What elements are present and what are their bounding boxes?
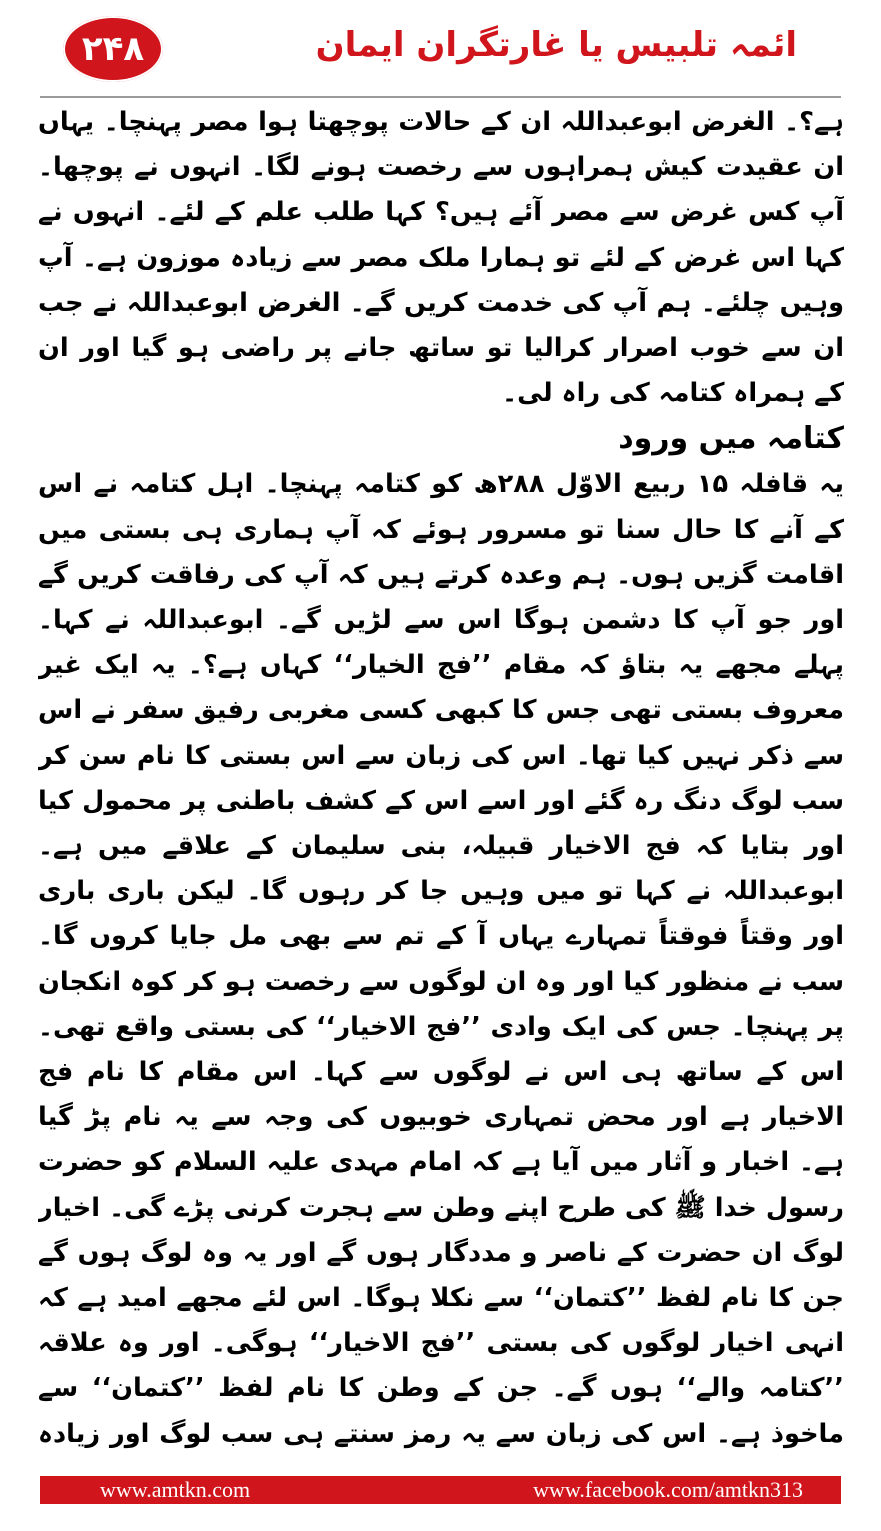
paragraph-1: ہے؟۔ الغرض ابوعبداللہ ان کے حالات پوچھتا ہوا مصر پہنچا۔ یہاں ان عقیدت کیش ہمراہوں سے رخصت ہونے لگا۔ انہوں نے پوچھا۔ آپ کس غرض سے مصر آئے ہیں؟ کہا طلب علم کے لئے۔ انہوں نے کہا اس غرض کے لئے تو ہمارا ملک مصر سے زیادہ موزون ہے۔ آپ وہیں چلئے۔ ہم آپ کی خدمت کریں گے۔ الغرض ابوعبداللہ نے جب ان سے خوب اصرار کرالیا تو ساتھ جانے پر راضی ہو گیا اور ان کے ہمراہ کتامہ کی راہ لی۔ — [38, 107, 844, 409]
header-divider — [40, 96, 841, 98]
paragraph-2: یہ قافلہ ۱۵ ربیع الاوّل ۲۸۸ھ کو کتامہ پہنچا۔ اہل کتامہ نے اس کے آنے کا حال سنا تو مسرور ہوئے کہ آپ ہماری ہی بستی میں اقامت گزیں ہوں۔ ہم وعدہ کرتے ہیں کہ آپ کی رفاقت کریں گے اور جو آپ کا دشمن ہوگا اس سے لڑیں گے۔ ابوعبداللہ نے کہا۔ پہلے مجھے یہ بتاؤ کہ مقام ’’فج الخیار‘‘ کہاں ہے؟۔ یہ ایک غیر معروف بستی تھی جس کا کبھی کسی مغربی رفیق سفر نے اس سے ذکر نہیں کیا تھا۔ اس کی زبان سے اس بستی کا نام سن کر سب لوگ دنگ رہ گئے اور اسے اس کے کشف باطنی پر محمول کیا اور بتایا کہ فج الاخیار قبیلہ، بنی سلیمان کے علاقے میں ہے۔ ابوعبداللہ نے کہا تو میں وہیں جا کر رہوں گا۔ لیکن باری باری اور وقتاً فوقتاً تمہارے یہاں آ کے تم سے بھی مل جایا کروں گا۔ سب نے منظور کیا اور وہ ان لوگوں سے رخصت ہو کر کوہ انکجان پر پہنچا۔ جس کی ایک وادی ’’فج الاخیار‘‘ کی بستی واقع تھی۔ اس کے ساتھ ہی اس نے لوگوں سے کہا۔ اس مقام کا نام فج الاخیار ہے اور محض تمہاری خوبیوں کی وجہ سے یہ نام پڑ گیا ہے۔ اخبار و آثار میں آیا ہے کہ امام مہدی علیہ السلام کو حضرت رسول خدا ﷺ کی طرح اپنے وطن سے ہجرت کرنی پڑے گی۔ اخیار لوگ ان حضرت کے ناصر و مددگار ہوں گے اور یہ وہ لوگ ہوں گے جن کا نام لفظ ’’کتمان‘‘ سے نکلا ہوگا۔ اس لئے مجھے امید ہے کہ انہی اخیار لوگوں کی بستی ’’فج الاخیار‘‘ ہوگی۔ اور وہ علاقہ ’’کتامہ والے‘‘ ہوں گے۔ جن کے وطن کا نام لفظ ’’کتمان‘‘ سے ماخوذ ہے۔ اس کی زبان سے یہ رمز سنتے ہی سب لوگ اور زیادہ — [38, 469, 844, 1449]
facebook-link[interactable]: www.facebook.com/amtkn313 — [533, 1477, 803, 1502]
book-title: ائمہ تلبیس یا غارتگران ایمان — [315, 25, 797, 65]
page-body — [38, 100, 844, 1460]
website-link[interactable]: www.amtkn.com — [100, 1477, 251, 1502]
footer-bar — [40, 1476, 841, 1504]
page-header — [0, 0, 881, 100]
page-number-badge: ۲۴۸ — [63, 16, 163, 82]
section-heading: کتامہ میں ورود — [618, 421, 844, 457]
